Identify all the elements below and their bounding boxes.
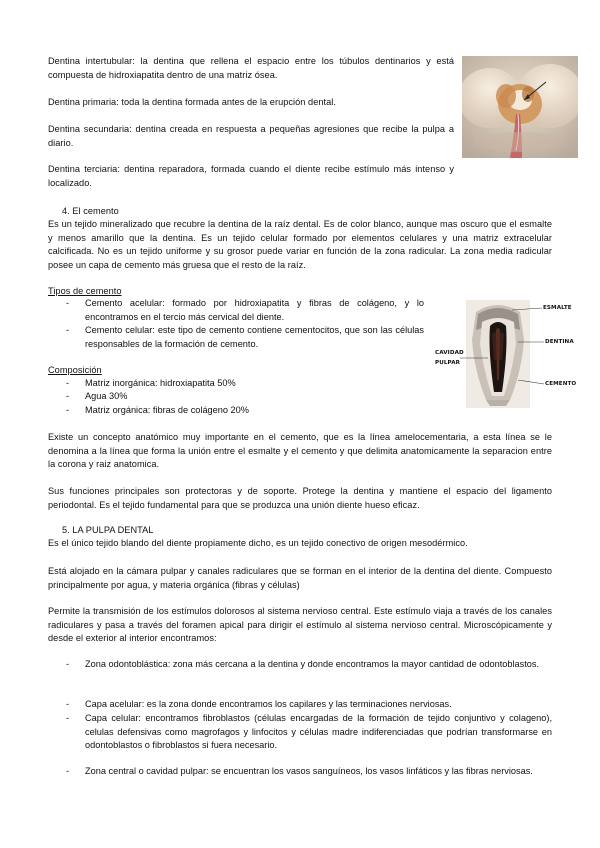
tipos-title: Tipos de cemento	[48, 286, 122, 296]
list-item-text: Agua 30%	[85, 391, 128, 401]
bullet-dash: -	[66, 713, 70, 723]
def-secundaria: Dentina secundaria: dentina creada en respuesta a pequeñas agresiones que recibe la pulpa a diario.	[48, 124, 454, 148]
list-item	[66, 658, 552, 685]
list-item-text: Cemento acelular: formado por hidroxiapatita y fibras de colágeno, y lo encontramos en el tercio más cervical del diente.	[85, 298, 424, 322]
cemento-paragraph-1: Es un tejido mineralizado que recubre la dentina de la raíz dental. Es de color blanco, aunque mas oscuro que el esmalte y menos amarillo que la dentina. Es un tejido celular formado por elementos celulares y una matriz extracelular calcificada. No es un tejido uniforme y su grosor puede variar en función de la zona radicular. La zona media radicular posee un capa de cemento más gruesa que el resto de la raíz.	[48, 219, 552, 270]
list-item	[66, 297, 424, 324]
figure-leader-lines	[430, 300, 550, 400]
bullet-dash: -	[66, 699, 70, 709]
pulpa-paragraph-1: Es el único tejido blando del diente propiamente dicho, es un tejido conectivo de origen mesodérmico.	[48, 538, 468, 548]
list-item	[66, 765, 552, 792]
bullet-dash: -	[66, 659, 70, 669]
bullet-dash: -	[66, 405, 70, 415]
def-terciaria: Dentina terciaria: dentina reparadora, formada cuando el diente recibe estímulo más intenso y localizado.	[48, 164, 454, 188]
list-item-text: Cemento celular: este tipo de cemento contiene cementocitos, que son las células responsables de la formación de cemento.	[85, 325, 424, 349]
list-item-text: Zona central o cavidad pulpar: se encuentran los vasos sanguíneos, los vasos linfáticos y las fibras nerviosas.	[85, 766, 533, 776]
tooth-cavity-photo	[462, 56, 578, 158]
cemento-paragraph-2: Existe un concepto anatómico muy importante en el cemento, que es la línea amelocementaria, a esta línea se le denomina a la línea que forma la unión entre el esmalte y el cemento y que delimita anatomicamente la separacion entre la corona y raiz anatomica.	[48, 432, 552, 469]
list-item	[66, 712, 552, 752]
section-heading-cemento: 4. El cemento	[62, 206, 119, 216]
list-item	[66, 324, 424, 351]
bullet-dash: -	[66, 766, 70, 776]
cemento-paragraph-3: Sus funciones principales son protectoras y de soporte. Protege la dentina y mantiene el espacio del ligamento periodontal. Es el tejido fundamental para que se produzca una unión diente hueso eficaz.	[48, 486, 552, 510]
bullet-dash: -	[66, 391, 70, 401]
pulpa-paragraph-3: Permite la transmisión de los estímulos dolorosos al sistema nervioso central. Este estímulo viaja a través de los canales radiculares y pasa a través del foramen apical para dirigir el estímulo al sistema nervioso central. Microscópicamente y desde el exterior al interior encontramos:	[48, 606, 552, 643]
list-item	[66, 377, 366, 391]
bullet-dash: -	[66, 378, 70, 388]
list-item-text: Matriz inorgánica: hidroxiapatita 50%	[85, 378, 236, 388]
composicion-title: Composición	[48, 365, 102, 375]
bullet-dash: -	[66, 325, 70, 335]
list-item-text: Capa celular: encontramos fibroblastos (células encargadas de la formación de tejido conjuntivo y colageno), celulas defensivas como magrofagos y linfocitos y células madre indiferenciadas que podrían transformarse en odontoblastos o fibroblastos si fuera necesario.	[85, 713, 552, 750]
label-cavidad: CAVIDAD	[435, 350, 464, 356]
pulpa-paragraph-2: Está alojado en la cámara pulpar y canales radiculares que se forman en el interior de la dentina del diente. Compuesto principalmente por agua, y materia orgánica (fibras y células)	[48, 566, 552, 590]
list-item-text: Capa acelular: es la zona donde encontramos los capilares y las terminaciones nerviosas.	[85, 699, 452, 709]
def-primaria: Dentina primaria: toda la dentina formada antes de la erupción dental.	[48, 97, 336, 107]
label-pulpar: PULPAR	[435, 360, 461, 366]
list-item-text: Matriz orgánica: fibras de colágeno 20%	[85, 405, 249, 415]
section-heading-pulpa: 5. LA PULPA DENTAL	[62, 525, 154, 535]
list-item	[66, 390, 366, 404]
list-item-text: Zona odontoblástica: zona más cercana a la dentina y donde encontramos la mayor cantidad de odontoblastos.	[85, 659, 540, 669]
label-esmalte: ESMALTE	[543, 305, 572, 311]
label-cemento: CEMENTO	[545, 381, 577, 387]
list-item	[66, 404, 366, 418]
label-dentina: DENTINA	[545, 339, 574, 345]
list-item	[66, 698, 552, 712]
bullet-dash: -	[66, 298, 70, 308]
def-intertubular: Dentina intertubular: la dentina que rellena el espacio entre los túbulos dentinarios y está compuesta de hidroxiapatita dentro de una matriz ósea.	[48, 56, 454, 80]
